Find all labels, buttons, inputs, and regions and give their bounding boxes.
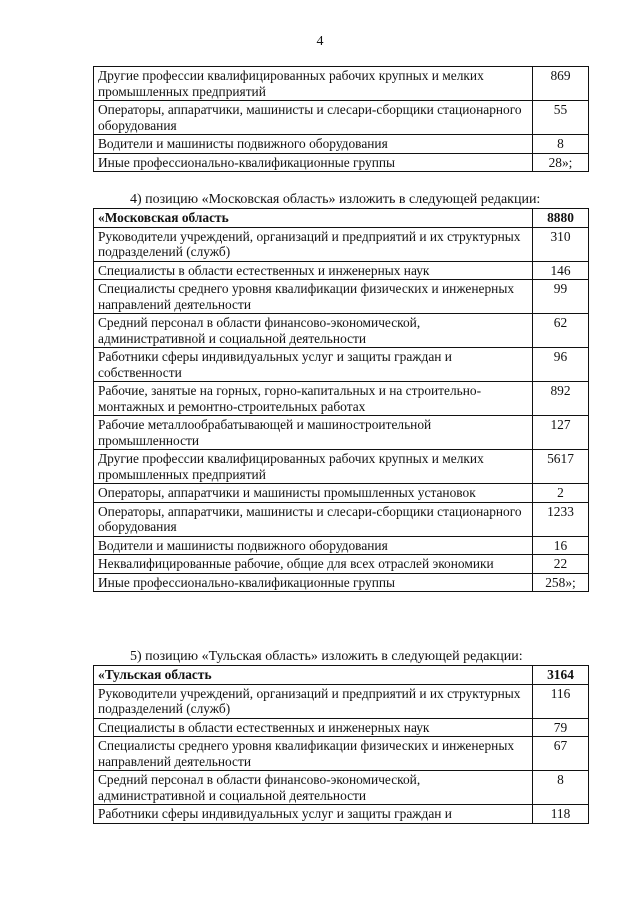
row-value: 310 [533,227,589,261]
row-label: Специалисты среднего уровня квалификации физических и инженерных направлений деятельности [94,737,533,771]
page-number: 4 [316,34,324,49]
row-value: 5617 [533,450,589,484]
row-value: 62 [533,314,589,348]
table-row [94,450,589,484]
table-row [94,382,589,416]
row-value: 118 [533,805,589,824]
region-name: «Тульская область [94,666,533,685]
table-row [94,314,589,348]
row-value: 79 [533,718,589,737]
row-value: 22 [533,555,589,574]
row-label: Другие профессии квалифицированных рабочих крупных и мелких промышленных предприятий [94,67,533,101]
row-value: 16 [533,536,589,555]
row-value: 869 [533,67,589,101]
row-value: 1233 [533,502,589,536]
row-label: Другие профессии квалифицированных рабочих крупных и мелких промышленных предприятий [94,450,533,484]
region-total: 3164 [533,666,589,685]
table-row [94,153,589,172]
row-label: Операторы, аппаратчики и машинисты промышленных установок [94,484,533,503]
row-value: 2 [533,484,589,503]
table-header-row [94,666,589,685]
table-row [94,67,589,101]
row-label: Работники сферы индивидуальных услуг и защиты граждан и собственности [94,348,533,382]
row-value: 8 [533,771,589,805]
section-5-heading: 5) позицию «Тульская область» изложить в следующей редакции: [130,649,523,664]
table-row [94,101,589,135]
row-value: 146 [533,261,589,280]
region-name: «Московская область [94,209,533,228]
row-label: Водители и машинисты подвижного оборудования [94,536,533,555]
row-label: Специалисты в области естественных и инженерных наук [94,261,533,280]
row-value: 99 [533,280,589,314]
row-value: 116 [533,684,589,718]
table-row [94,135,589,154]
row-label: Руководители учреждений, организаций и предприятий и их структурных подразделений (служб) [94,684,533,718]
table-row [94,416,589,450]
row-label: Специалисты среднего уровня квалификации физических и инженерных направлений деятельности [94,280,533,314]
row-value: 258»; [533,573,589,592]
table-moscow-region [93,208,589,592]
section-4-heading: 4) позицию «Московская область» изложить в следующей редакции: [130,192,541,207]
table-row [94,555,589,574]
table-row [94,718,589,737]
row-label: Специалисты в области естественных и инженерных наук [94,718,533,737]
table-row [94,280,589,314]
row-value: 55 [533,101,589,135]
table-row [94,536,589,555]
row-value: 96 [533,348,589,382]
table-row [94,261,589,280]
table-row [94,771,589,805]
table-header-row [94,209,589,228]
table-row [94,737,589,771]
row-value: 67 [533,737,589,771]
row-label: Рабочие металлообрабатывающей и машиностроительной промышленности [94,416,533,450]
table-row [94,573,589,592]
row-value: 127 [533,416,589,450]
row-label: Средний персонал в области финансово-экономической, административной и социальной деятельности [94,771,533,805]
region-total: 8880 [533,209,589,228]
row-label: Водители и машинисты подвижного оборудования [94,135,533,154]
table-row [94,502,589,536]
row-label: Работники сферы индивидуальных услуг и защиты граждан и [94,805,533,824]
table-row [94,684,589,718]
row-label: Иные профессионально-квалификационные группы [94,153,533,172]
table-continued [93,66,589,172]
table-row [94,805,589,824]
row-label: Средний персонал в области финансово-экономической, административной и социальной деятельности [94,314,533,348]
table-row [94,227,589,261]
row-label: Рабочие, занятые на горных, горно-капитальных и на строительно-монтажных и ремонтно-строительных работах [94,382,533,416]
row-value: 892 [533,382,589,416]
row-label: Руководители учреждений, организаций и предприятий и их структурных подразделений (служб) [94,227,533,261]
table-row [94,484,589,503]
row-value: 8 [533,135,589,154]
row-value: 28»; [533,153,589,172]
row-label: Неквалифицированные рабочие, общие для всех отраслей экономики [94,555,533,574]
table-tula-region [93,665,589,824]
row-label: Операторы, аппаратчики, машинисты и слесари-сборщики стационарного оборудования [94,101,533,135]
table-row [94,348,589,382]
row-label: Операторы, аппаратчики, машинисты и слесари-сборщики стационарного оборудования [94,502,533,536]
row-label: Иные профессионально-квалификационные группы [94,573,533,592]
